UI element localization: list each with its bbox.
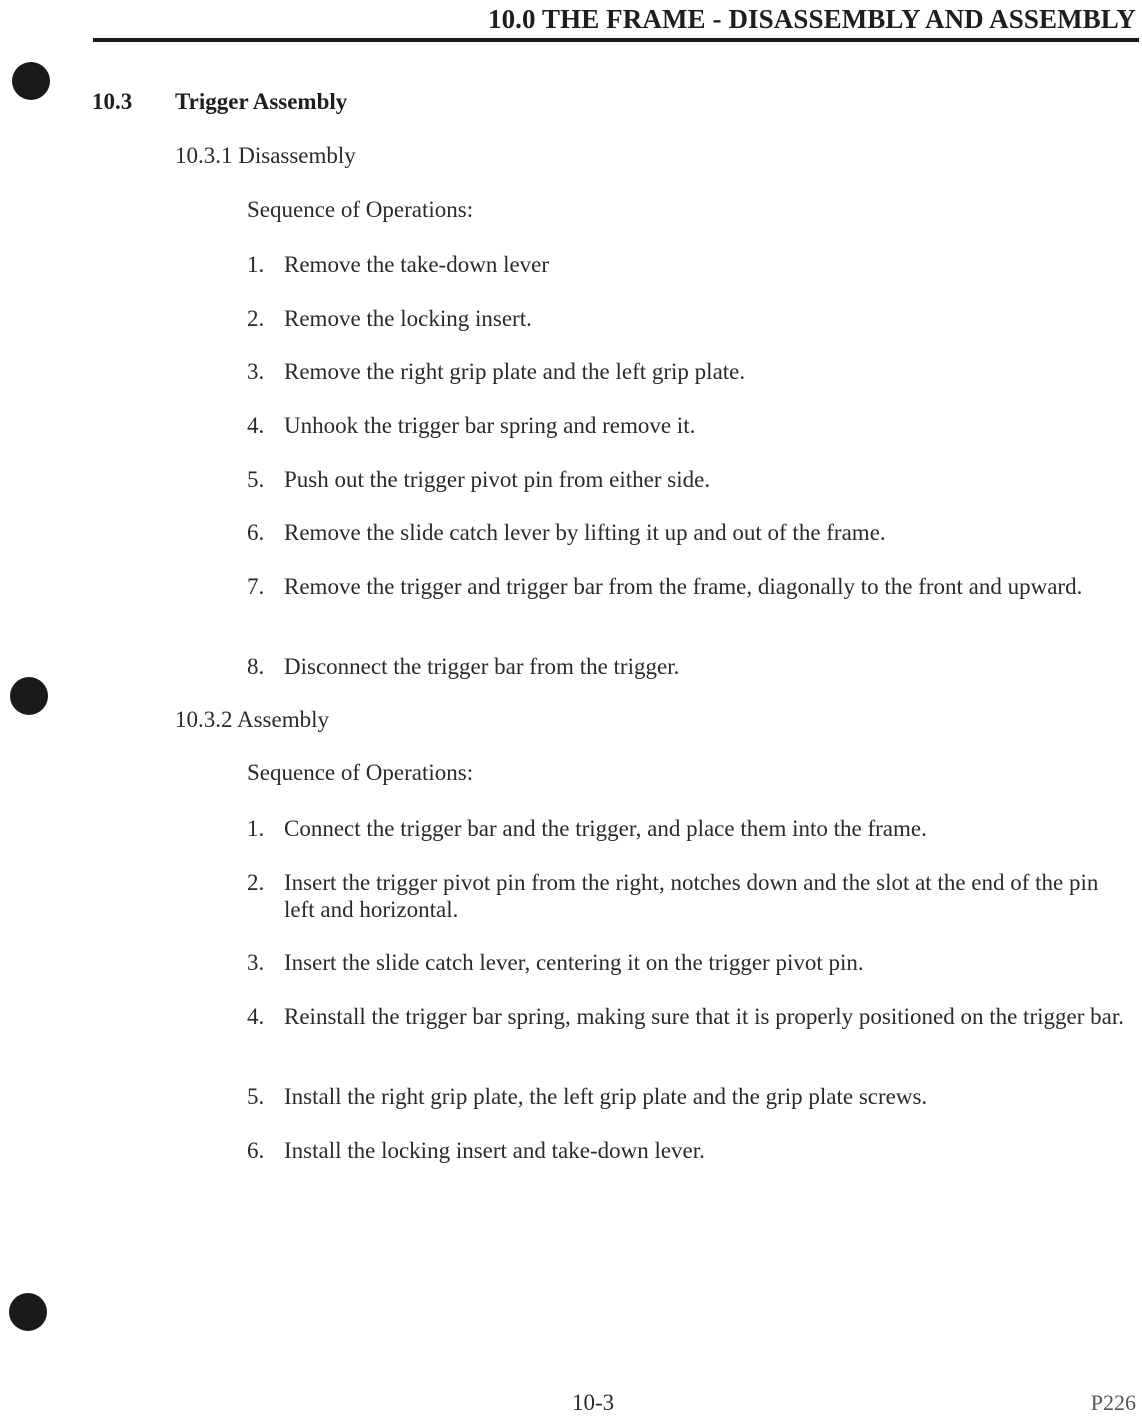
step-text: Insert the slide catch lever, centering it on the trigger pivot pin.	[284, 950, 864, 975]
step-text: Remove the locking insert.	[284, 306, 532, 331]
step-text: Push out the trigger pivot pin from either side.	[284, 467, 711, 492]
step-number: 8.	[247, 654, 265, 679]
step-number: 3.	[247, 950, 265, 975]
section-number: 10.3	[92, 89, 133, 114]
step-text: Install the locking insert and take-down lever.	[284, 1138, 705, 1163]
assembly-heading: 10.3.2 Assembly	[175, 707, 329, 732]
disassembly-step	[247, 251, 1127, 278]
binder-hole-bottom	[9, 1293, 47, 1331]
step-number: 6.	[247, 1138, 265, 1163]
assembly-step	[247, 1137, 1127, 1164]
step-number: 2.	[247, 306, 265, 331]
disassembly-step	[247, 305, 1127, 332]
step-number: 2.	[247, 870, 265, 895]
step-text: Disconnect the trigger bar from the trigger.	[284, 654, 680, 679]
header-rule	[93, 38, 1139, 42]
step-number: 5.	[247, 467, 265, 492]
step-text: Connect the trigger bar and the trigger, and place them into the frame.	[284, 816, 927, 841]
step-text: Reinstall the trigger bar spring, making sure that it is properly positioned on the trigger bar.	[284, 1004, 1124, 1029]
disassembly-step	[247, 358, 1127, 385]
disassembly-sequence-label: Sequence of Operations:	[247, 197, 474, 222]
step-text: Insert the trigger pivot pin from the right, notches down and the slot at the end of the pin left and horizontal.	[284, 870, 1099, 922]
assembly-step	[247, 949, 1127, 976]
step-text: Remove the right grip plate and the left grip plate.	[284, 359, 746, 384]
step-text: Remove the trigger and trigger bar from the frame, diagonally to the front and upward.	[284, 574, 1083, 599]
step-number: 7.	[247, 574, 265, 599]
assembly-step	[247, 1083, 1127, 1110]
step-number: 4.	[247, 1004, 265, 1029]
chapter-header-title: 10.0 THE FRAME - DISASSEMBLY AND ASSEMBLY	[487, 4, 1136, 34]
disassembly-step	[247, 466, 1127, 493]
step-text: Install the right grip plate, the left grip plate and the grip plate screws.	[284, 1084, 928, 1109]
step-number: 4.	[247, 413, 265, 438]
step-text: Unhook the trigger bar spring and remove it.	[284, 413, 696, 438]
assembly-step	[247, 815, 1127, 842]
assembly-sequence-label: Sequence of Operations:	[247, 760, 474, 785]
step-number: 5.	[247, 1084, 265, 1109]
disassembly-heading: 10.3.1 Disassembly	[175, 143, 356, 168]
section-title: Trigger Assembly	[175, 89, 348, 114]
disassembly-step	[247, 412, 1127, 439]
assembly-step	[247, 1003, 1127, 1030]
binder-hole-middle	[10, 677, 48, 715]
step-number: 3.	[247, 359, 265, 384]
model-code: P226	[1090, 1390, 1136, 1415]
page-number: 10-3	[572, 1390, 615, 1415]
step-number: 6.	[247, 520, 265, 545]
step-number: 1.	[247, 252, 265, 277]
disassembly-step	[247, 573, 1127, 600]
step-text: Remove the slide catch lever by lifting it up and out of the frame.	[284, 520, 886, 545]
step-text: Remove the take-down lever	[284, 252, 550, 277]
binder-hole-top	[12, 62, 50, 100]
disassembly-step	[247, 519, 1127, 546]
disassembly-step	[247, 653, 1127, 680]
assembly-step	[247, 869, 1127, 923]
step-number: 1.	[247, 816, 265, 841]
